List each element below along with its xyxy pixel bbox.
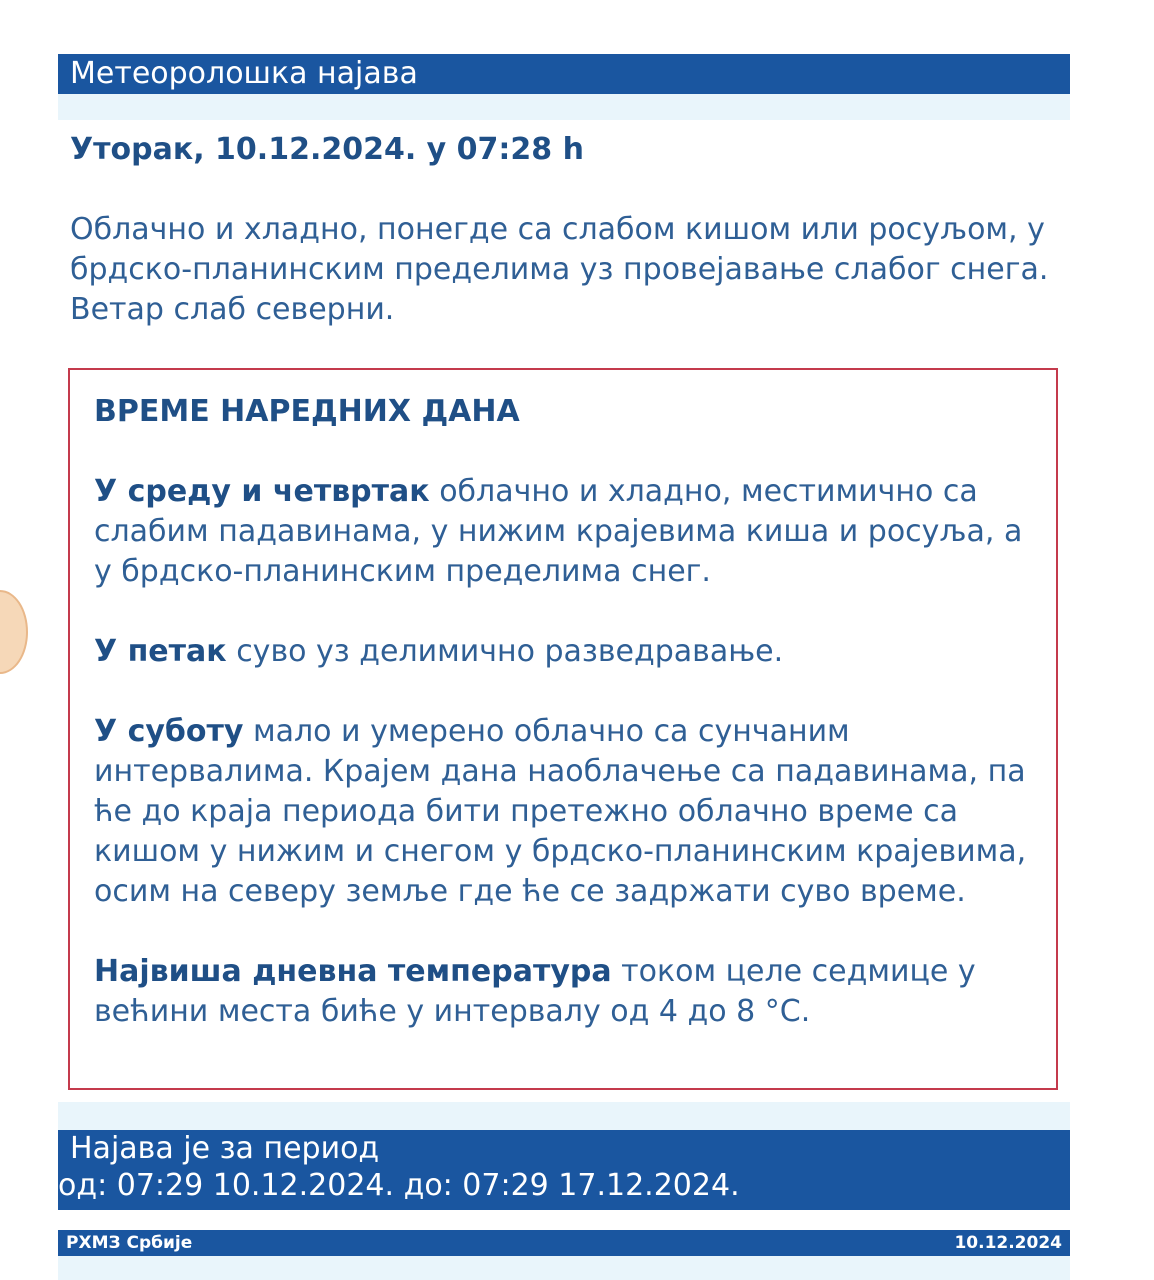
outlook-box (68, 368, 1058, 1090)
forecast-panel (58, 54, 1070, 1280)
outlook-text: током целе седмице у већини места биће у интервалу од 4 до 8 °C. (94, 954, 976, 1029)
outlook-lead: У петак (94, 634, 227, 669)
outlook-paragraph-temperature (94, 952, 1044, 1032)
outlook-text: мало и умерено облачно са сунчаним интервалима. Крајем дана наоблачење са падавинама, па ће до краја периода бити претежно облачно време са кишом у нижим и снегом у брдско-планинским крајевима, осим на северу земље где ће се задржати суво време. (94, 714, 1027, 909)
period-range: од: 07:29 10.12.2024. до: 07:29 17.12.2024. (58, 1168, 740, 1203)
footer-source: РХМЗ Србије (66, 1233, 193, 1253)
outlook-heading: ВРЕМЕ НАРЕДНИХ ДАНА (94, 394, 520, 429)
outlook-paragraph-sat (94, 712, 1044, 912)
footer-bar (58, 1230, 1070, 1256)
forecast-summary: Облачно и хладно, понегде са слабом кишом или росуљом, у брдско-планинским пределима уз провејавање слабог снега. Ветар слаб северни. (70, 212, 1049, 327)
panel-title: Метеоролошка најава (58, 54, 1070, 94)
outlook-lead: У суботу (94, 714, 244, 749)
title-underline-strip (58, 94, 1070, 120)
period-top-strip (58, 1102, 1070, 1130)
footer-bottom-strip (58, 1256, 1070, 1280)
outlook-paragraph-fri (94, 632, 1044, 672)
validity-period (58, 1130, 1070, 1210)
issue-datetime: Уторак, 10.12.2024. у 07:28 h (70, 132, 584, 167)
period-label: Најава је за период (70, 1131, 380, 1166)
outlook-lead: У среду и четвртак (94, 474, 430, 509)
outlook-lead: Највиша дневна температура (94, 954, 612, 989)
outlook-paragraph-wed-thu (94, 472, 1044, 592)
footer-gap (58, 1210, 1070, 1230)
footer-date: 10.12.2024 (954, 1233, 1062, 1253)
edge-hint-shape (0, 590, 28, 674)
outlook-text: облачно и хладно, местимично са слабим падавинама, у нижим крајевима киша и росуља, а у брдско-планинским пределима снег. (94, 474, 1023, 589)
outlook-text: суво уз делимично разведравање. (226, 634, 784, 669)
